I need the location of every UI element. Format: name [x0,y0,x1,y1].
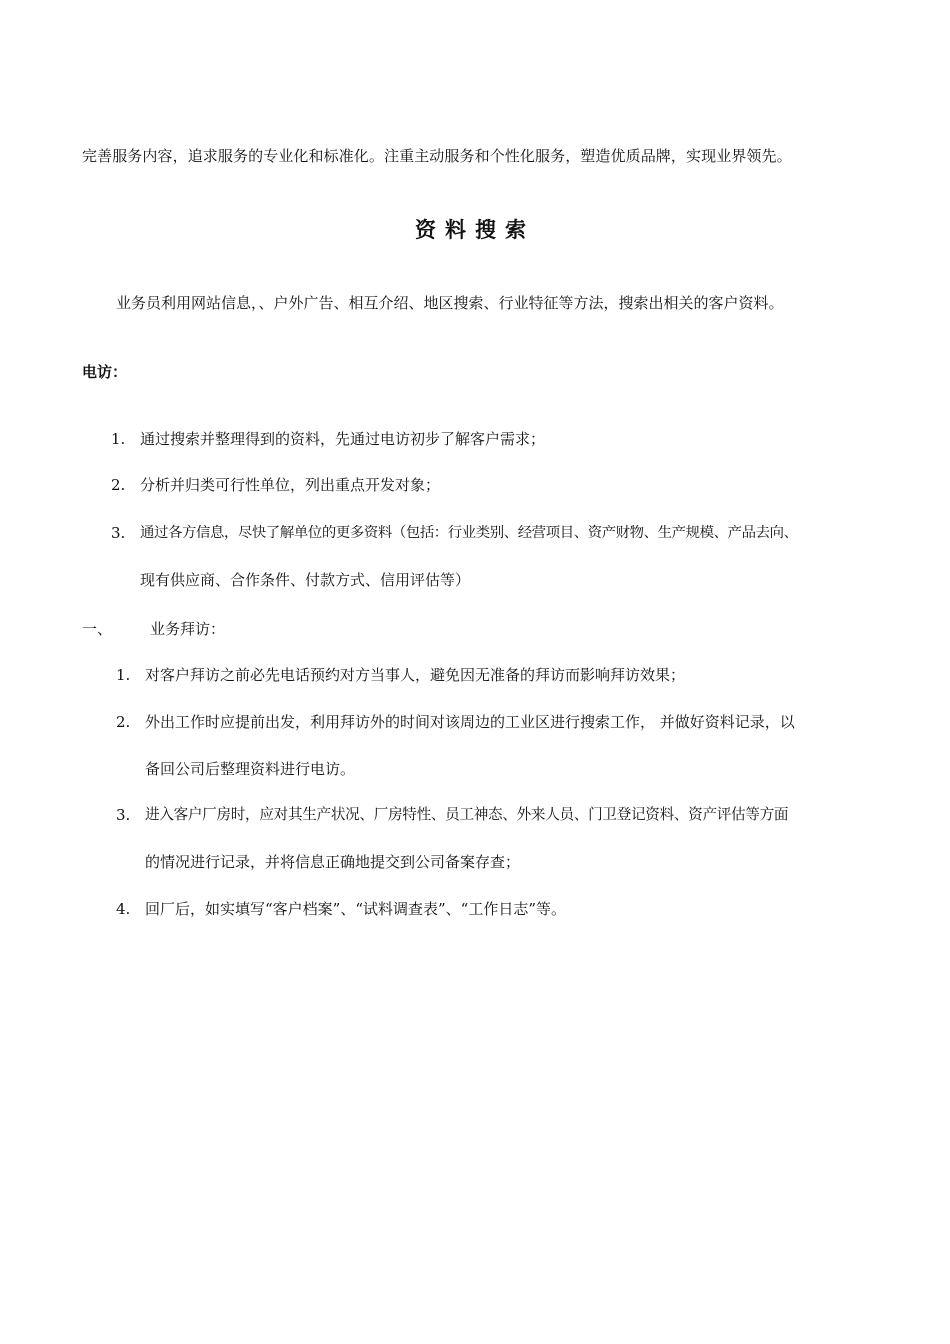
search-paragraph: 业务员利用网站信息，、户外广告、相互介绍、地区搜索、行业特征等方法，搜索出相关的客户资料。 [116,294,784,312]
list-item-text: 通过搜索并整理得到的资料，先通过电访初步了解客户需求； [140,430,546,448]
list-item-text-continued: 的情况进行记录，并将信息正确地提交到公司备案存查； [145,853,521,871]
list-item-text: 分析并归类可行性单位，列出重点开发对象； [140,476,441,494]
list-item-text: 通过各方信息，尽快了解单位的更多资料（包括：行业类别、经营项目、资产财物、生产规模、产品去向、 [140,525,798,541]
intro-paragraph: 完善服务内容，追求服务的专业化和标准化。注重主动服务和个性化服务，塑造优质品牌，实现业界领先。 [82,147,792,165]
list-item-text: 进入客户厂房时，应对其生产状况、厂房特性、员工神态、外来人员、门卫登记资料、资产评估等方面 [145,806,789,823]
list-item-text: 回厂后，如实填写“客户档案”、“试料调查表”、“工作日志”等。 [145,900,567,918]
list-item-text-continued: 备回公司后整理资料进行电访。 [145,760,356,778]
list-number: 3. [116,806,131,824]
list-number: 3. [111,524,126,542]
list-item-text: 外出工作时应提前出发，利用拜访外的时间对该周边的工业区进行搜索工作， 并做好资料记录，以 [145,713,795,731]
list-number: 1. [116,666,131,684]
list-number: 2. [111,476,126,494]
business-visit-heading: 业务拜访： [150,620,226,638]
list-number: 4. [116,900,131,918]
list-number: 1. [111,430,126,448]
section-marker: 一、 [82,620,113,638]
list-number: 2. [116,713,131,731]
list-item-text-continued: 现有供应商、合作条件、付款方式、信用评估等） [140,571,471,589]
phone-visit-heading: 电访： [82,363,128,381]
section-title-search: 资料搜索 [415,218,535,242]
list-item-text: 对客户拜访之前必先电话预约对方当事人，避免因无准备的拜访而影响拜访效果； [145,666,686,684]
